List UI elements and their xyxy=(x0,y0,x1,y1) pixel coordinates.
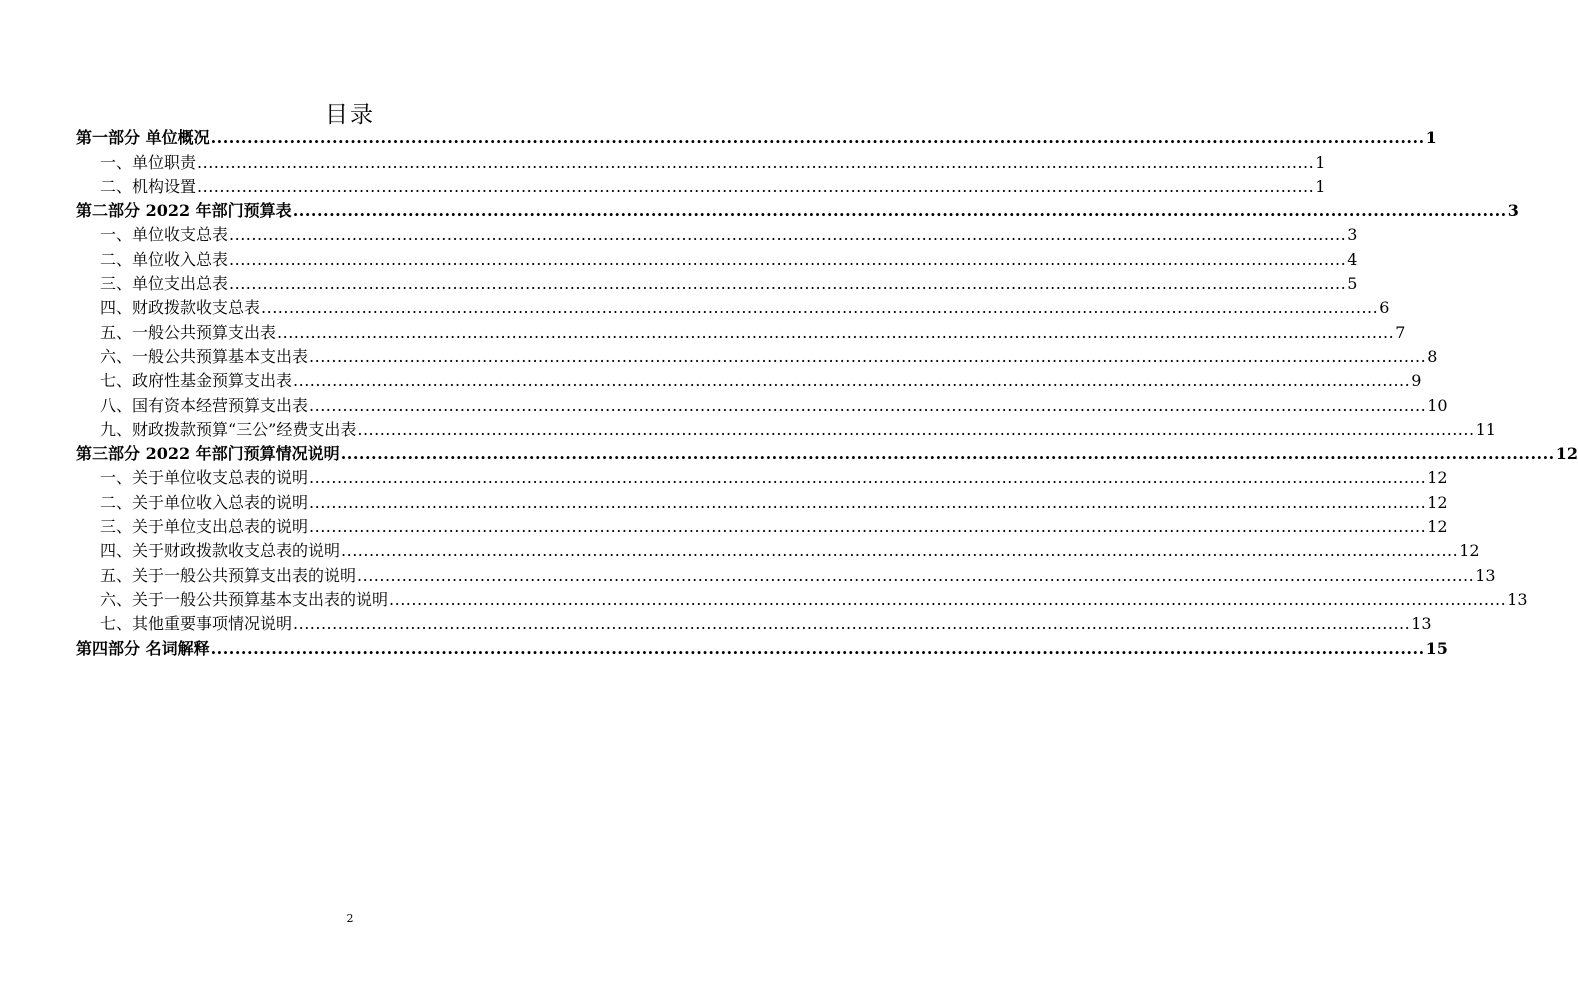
toc-subsection-entry[interactable] xyxy=(76,221,1358,245)
toc-entry-page-number: 5 xyxy=(1347,274,1358,294)
toc-subsection-entry[interactable] xyxy=(76,391,1448,415)
toc-entry-label: 四、财政拨款收支总表 xyxy=(100,298,261,318)
toc-dot-leader: ........................................................................................................................................................................................................ xyxy=(229,249,1347,269)
toc-entry-label: 二、单位收入总表 xyxy=(100,249,229,269)
toc-dot-leader: ........................................................................................................................................................................................................ xyxy=(293,614,1411,634)
toc-entry-label: 七、政府性基金预算支出表 xyxy=(100,371,293,391)
toc-subsection-entry[interactable] xyxy=(76,416,1496,440)
toc-entry-label: 二、机构设置 xyxy=(100,176,197,196)
toc-dot-leader: ........................................................................................................................................................................................................ xyxy=(341,541,1459,561)
toc-dot-leader: ........................................................................................................................................................................................................ xyxy=(340,444,1555,464)
toc-entry-page-number: 7 xyxy=(1395,322,1406,342)
table-of-contents xyxy=(76,124,1578,659)
toc-subsection-entry[interactable] xyxy=(76,318,1406,342)
toc-entry-label: 第二部分 2022 年部门预算表 xyxy=(76,201,292,221)
toc-entry-label: 五、一般公共预算支出表 xyxy=(100,322,277,342)
toc-dot-leader: ........................................................................................................................................................................................................ xyxy=(229,225,1347,245)
toc-dot-leader: ........................................................................................................................................................................................................ xyxy=(229,274,1347,294)
toc-entry-page-number: 6 xyxy=(1379,298,1390,318)
toc-entry-page-number: 12 xyxy=(1427,492,1448,512)
toc-entry-page-number: 1 xyxy=(1425,128,1437,148)
toc-subsection-entry[interactable] xyxy=(76,343,1438,367)
toc-entry-label: 一、关于单位收支总表的说明 xyxy=(100,468,309,488)
toc-section-entry[interactable] xyxy=(76,197,1519,221)
toc-section-entry[interactable] xyxy=(76,440,1578,464)
toc-entry-label: 八、国有资本经营预算支出表 xyxy=(100,395,309,415)
toc-entry-label: 六、关于一般公共预算基本支出表的说明 xyxy=(100,589,389,609)
toc-dot-leader: ........................................................................................................................................................................................................ xyxy=(277,322,1395,342)
toc-entry-label: 七、其他重要事项情况说明 xyxy=(100,614,293,634)
toc-dot-leader: ........................................................................................................................................................................................................ xyxy=(309,346,1427,366)
toc-entry-label: 六、一般公共预算基本支出表 xyxy=(100,346,309,366)
toc-dot-leader: ........................................................................................................................................................................................................ xyxy=(389,589,1507,609)
toc-subsection-entry[interactable] xyxy=(76,513,1448,537)
toc-entry-page-number: 13 xyxy=(1475,565,1496,585)
toc-entry-page-number: 12 xyxy=(1427,517,1448,537)
toc-subsection-entry[interactable] xyxy=(76,245,1358,269)
toc-subsection-entry[interactable] xyxy=(76,586,1528,610)
toc-subsection-entry[interactable] xyxy=(76,173,1326,197)
toc-subsection-entry[interactable] xyxy=(76,464,1448,488)
toc-entry-page-number: 15 xyxy=(1425,638,1448,658)
toc-dot-leader: ........................................................................................................................................................................................................ xyxy=(210,128,1425,148)
toc-dot-leader: ........................................................................................................................................................................................................ xyxy=(309,395,1427,415)
toc-entry-label: 五、关于一般公共预算支出表的说明 xyxy=(100,565,357,585)
toc-dot-leader: ........................................................................................................................................................................................................ xyxy=(293,371,1411,391)
toc-entry-page-number: 4 xyxy=(1347,249,1358,269)
toc-entry-page-number: 3 xyxy=(1347,225,1358,245)
toc-entry-page-number: 9 xyxy=(1411,371,1422,391)
toc-entry-label: 四、关于财政拨款收支总表的说明 xyxy=(100,541,341,561)
toc-entry-label: 九、财政拨款预算“三公”经费支出表 xyxy=(100,419,357,439)
toc-entry-label: 二、关于单位收入总表的说明 xyxy=(100,492,309,512)
toc-dot-leader: ........................................................................................................................................................................................................ xyxy=(309,492,1427,512)
toc-subsection-entry[interactable] xyxy=(76,561,1496,585)
toc-dot-leader: ........................................................................................................................................................................................................ xyxy=(210,638,1425,658)
toc-dot-leader: ........................................................................................................................................................................................................ xyxy=(309,468,1427,488)
toc-section-entry[interactable] xyxy=(76,634,1448,658)
toc-subsection-entry[interactable] xyxy=(76,148,1326,172)
toc-dot-leader: ........................................................................................................................................................................................................ xyxy=(292,201,1507,221)
toc-dot-leader: ........................................................................................................................................................................................................ xyxy=(357,565,1475,585)
toc-entry-label: 三、关于单位支出总表的说明 xyxy=(100,517,309,537)
toc-entry-page-number: 13 xyxy=(1507,589,1528,609)
toc-entry-page-number: 10 xyxy=(1427,395,1448,415)
toc-subsection-entry[interactable] xyxy=(76,270,1358,294)
toc-title: 目录 xyxy=(325,102,375,128)
toc-subsection-entry[interactable] xyxy=(76,610,1432,634)
toc-subsection-entry[interactable] xyxy=(76,367,1422,391)
toc-entry-page-number: 8 xyxy=(1427,346,1438,366)
toc-subsection-entry[interactable] xyxy=(76,294,1390,318)
toc-entry-page-number: 13 xyxy=(1411,614,1432,634)
toc-subsection-entry[interactable] xyxy=(76,537,1480,561)
toc-entry-page-number: 3 xyxy=(1507,201,1519,221)
toc-entry-label: 一、单位职责 xyxy=(100,152,197,172)
toc-entry-page-number: 12 xyxy=(1427,468,1448,488)
toc-entry-page-number: 1 xyxy=(1315,176,1326,196)
toc-dot-leader: ........................................................................................................................................................................................................ xyxy=(357,419,1475,439)
toc-entry-page-number: 12 xyxy=(1459,541,1480,561)
toc-section-entry[interactable] xyxy=(76,124,1437,148)
toc-entry-label: 第三部分 2022 年部门预算情况说明 xyxy=(76,444,340,464)
toc-entry-label: 第四部分 名词解释 xyxy=(76,638,210,658)
toc-entry-page-number: 11 xyxy=(1475,419,1496,439)
toc-entry-label: 一、单位收支总表 xyxy=(100,225,229,245)
toc-dot-leader: ........................................................................................................................................................................................................ xyxy=(261,298,1379,318)
toc-entry-page-number: 12 xyxy=(1555,444,1578,464)
toc-subsection-entry[interactable] xyxy=(76,488,1448,512)
toc-dot-leader: ........................................................................................................................................................................................................ xyxy=(309,517,1427,537)
page-number: 2 xyxy=(346,912,354,925)
toc-dot-leader: ........................................................................................................................................................................................................ xyxy=(197,176,1315,196)
toc-entry-label: 三、单位支出总表 xyxy=(100,274,229,294)
toc-entry-label: 第一部分 单位概况 xyxy=(76,128,210,148)
toc-entry-page-number: 1 xyxy=(1315,152,1326,172)
toc-dot-leader: ........................................................................................................................................................................................................ xyxy=(197,152,1315,172)
